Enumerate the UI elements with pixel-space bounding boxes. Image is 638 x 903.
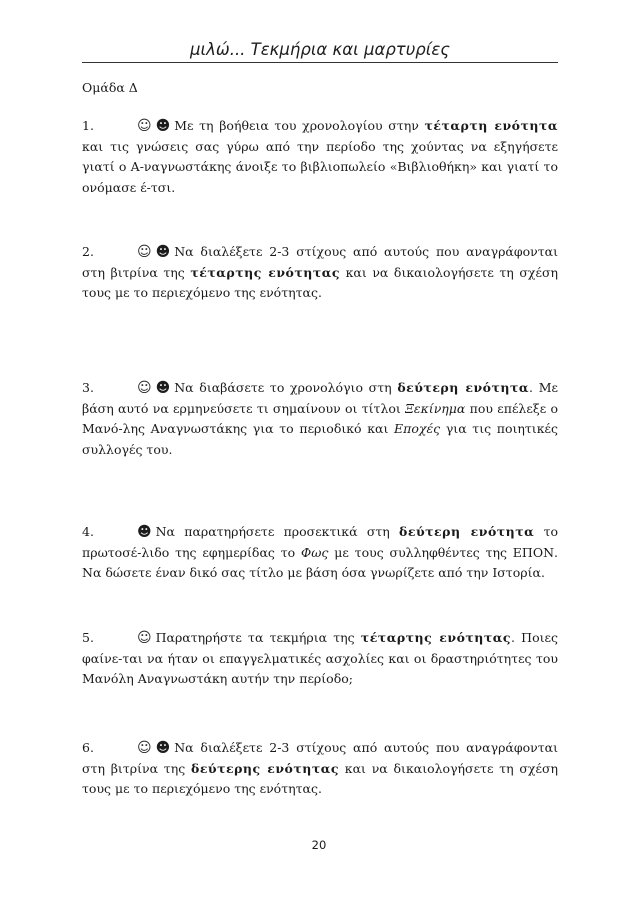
question-text: Να διαβάσετε το χρονολόγιο στη xyxy=(174,380,398,395)
question-text: με τους συλληφθέντες της ΕΠΟΝ. Να δώσετε έναν δικό σας τίτλο με βάση όσα γνωρίζετε από την Ιστορία. xyxy=(82,544,558,580)
smiley-outline-icon: ☺ xyxy=(137,380,152,396)
highlight-section: τέταρτης ενότητας xyxy=(190,264,341,280)
highlight-section: δεύτερη ενότητα xyxy=(397,380,530,395)
question-text: που επέλεξε ο Μανό-λης Αναγνωστάκης για το περιοδικό και xyxy=(82,400,558,436)
smiley-filled-icon: ☻ xyxy=(155,740,171,756)
smiley-filled-icon: ☻ xyxy=(137,524,152,540)
question-1 xyxy=(82,116,558,198)
question-text: Να διαλέξετε 2-3 στίχους από αυτούς που αναγράφονται στη βιτρίνα της xyxy=(82,740,558,776)
question-text: . Με βάση αυτό να ερμηνεύσετε τι σημαίνουν οι τίτλοι xyxy=(82,380,558,416)
question-3 xyxy=(82,378,558,460)
question-text: το πρωτοσέ-λιδο της εφημερίδας το xyxy=(82,524,559,560)
question-text: για τις ποιητικές συλλογές του. xyxy=(82,421,558,457)
smiley-outline-icon: ☺ xyxy=(137,740,152,756)
highlight-section: τέταρτη ενότητα xyxy=(424,118,559,133)
smiley-outline-icon: ☺ xyxy=(137,118,152,134)
question-text: και να δικαιολογήσετε τη σχέση τους με το περιεχόμενο της ενότητας. xyxy=(82,760,558,796)
page-header: μιλώ... Τεκμήρια και μαρτυρίες xyxy=(82,40,558,63)
question-number: 3. xyxy=(82,380,94,395)
question-number: 1. xyxy=(82,118,94,133)
smiley-outline-icon: ☺ xyxy=(137,630,152,646)
question-text: Να διαλέξετε 2-3 στίχους από αυτούς που αναγράφονται στη βιτρίνα της xyxy=(82,244,558,280)
highlight-section: δεύτερη ενότητα xyxy=(399,524,535,539)
italic-title: Ξεκίνημα xyxy=(405,400,466,416)
question-text: . Ποιες φαίνε-ται να ήταν οι επαγγελματικές ασχολίες και οι δραστηριότητες του Μανόλη Αναγνωστάκη αυτήν την περίοδο; xyxy=(82,630,558,686)
italic-title: Φως xyxy=(300,544,329,560)
question-number: 5. xyxy=(82,630,94,645)
highlight-section: δεύτερης ενότητας xyxy=(190,760,340,776)
question-text: Να παρατηρήσετε προσεκτικά στη xyxy=(155,524,400,539)
highlight-section: τέταρτης ενότητας xyxy=(360,630,512,645)
group-title: Ομάδα Δ xyxy=(82,80,138,95)
question-text: και να δικαιολογήσετε τη σχέση τους με το περιεχόμενο της ενότητας. xyxy=(82,264,558,300)
page-number: 20 xyxy=(311,838,327,852)
question-5 xyxy=(82,628,558,690)
question-text: Παρατηρήστε τα τεκμήρια της xyxy=(155,630,361,645)
smiley-outline-icon: ☺ xyxy=(137,244,152,260)
question-number: 6. xyxy=(82,740,94,755)
smiley-filled-icon: ☻ xyxy=(155,118,171,134)
question-4 xyxy=(82,522,558,584)
question-number: 4. xyxy=(82,524,94,539)
question-2 xyxy=(82,242,558,304)
question-text: Με τη βοήθεια του χρονολογίου στην xyxy=(174,118,425,133)
smiley-filled-icon: ☻ xyxy=(155,244,171,260)
question-6 xyxy=(82,738,558,800)
question-number: 2. xyxy=(82,244,94,259)
smiley-filled-icon: ☻ xyxy=(155,380,171,396)
question-text: και τις γνώσεις σας γύρω από την περίοδο της χούντας να εξηγήσετε γιατί ο Α-ναγνωστάκης άνοιξε το βιβλιοπωλείο «Βιβλιοθήκη» και γιατί το ονόμασε έ-τσι. xyxy=(82,138,558,195)
italic-title: Εποχές xyxy=(394,421,441,436)
